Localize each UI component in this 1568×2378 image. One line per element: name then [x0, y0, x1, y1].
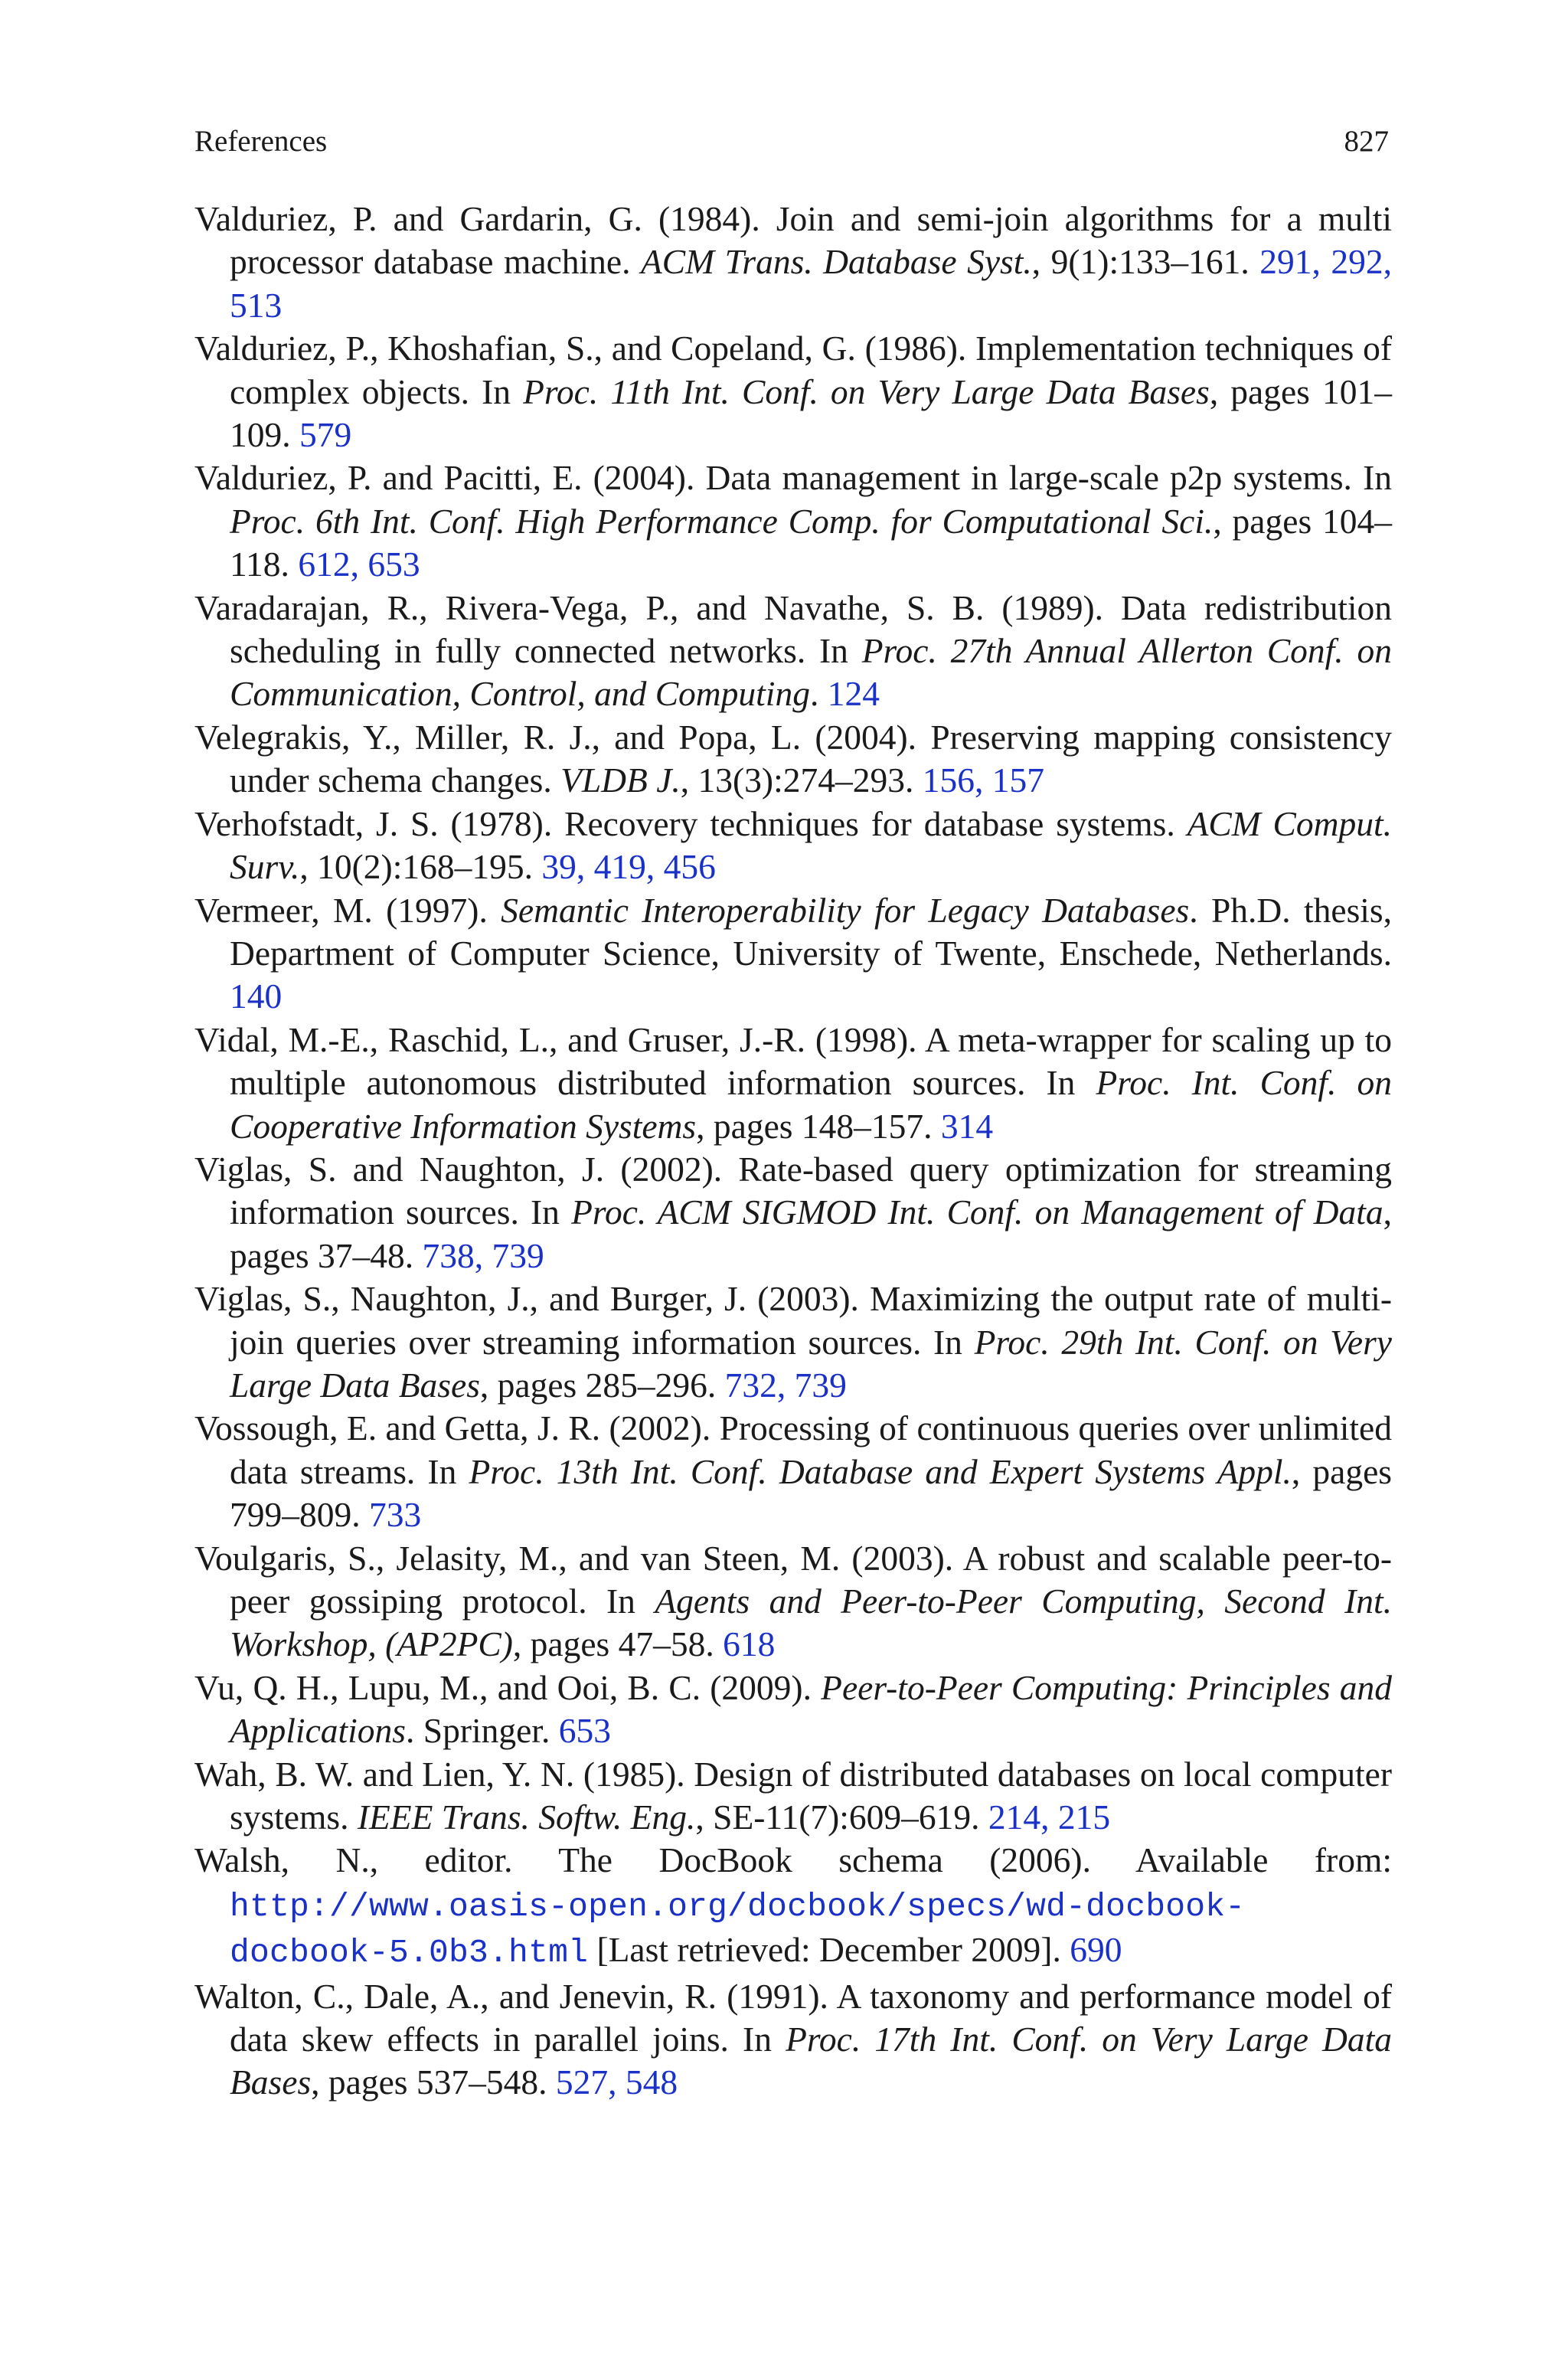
reference-text: , 10(2):168–195. — [299, 847, 542, 887]
page-backref-link[interactable]: 733 — [369, 1495, 422, 1535]
reference-text: , pages 148–157. — [696, 1106, 941, 1146]
reference-venue: VLDB J. — [560, 761, 681, 800]
page-backref-link[interactable]: 291, 292, 513 — [230, 242, 1392, 325]
reference-venue: ACM Comput. Surv. — [230, 803, 1392, 887]
reference-venue: Semantic Interoperability for Legacy Databases — [501, 890, 1190, 930]
reference-venue: Proc. 11th Int. Conf. on Very Large Data Bases — [523, 371, 1210, 411]
reference-text: Vidal, M.-E., Raschid, L., and Gruser, J.-R. (1998). A meta-wrapper for scaling up to multiple autonomous distributed information sources. In — [194, 1019, 1392, 1103]
reference-text: , pages 47–58. — [512, 1624, 724, 1664]
reference-entry — [194, 1753, 1392, 1840]
reference-venue: Proc. ACM SIGMOD Int. Conf. on Management of Data — [571, 1192, 1383, 1232]
page-backref-link[interactable]: 214, 215 — [988, 1797, 1111, 1837]
page-backref-link[interactable]: 156, 157 — [922, 761, 1044, 800]
reference-entry — [194, 327, 1392, 456]
reference-text: , pages 799–809. — [230, 1451, 1392, 1535]
reference-venue: Proc. 27th Annual Allerton Conf. on Communication, Control, and Computing — [230, 631, 1392, 714]
reference-text: Valduriez, P. and Pacitti, E. (2004). Data management in large-scale p2p systems. In — [194, 458, 1392, 498]
reference-entry — [194, 1975, 1392, 2105]
reference-entry — [194, 1277, 1392, 1407]
reference-text: Velegrakis, Y., Miller, R. J., and Popa, L. (2004). Preserving mapping consistency under schema changes. — [194, 717, 1392, 800]
reference-text: Vermeer, M. (1997). — [194, 890, 501, 930]
reference-entry — [194, 889, 1392, 1019]
reference-text: Walsh, N., editor. The DocBook schema (2006). Available from: — [194, 1840, 1392, 1880]
reference-entry — [194, 1537, 1392, 1667]
reference-text: Viglas, S., Naughton, J., and Burger, J. (2003). Maximizing the output rate of multi-join queries over streaming information sources. In — [194, 1279, 1392, 1362]
reference-venue: Proc. 6th Int. Conf. High Performance Comp. for Computational Sci. — [230, 501, 1214, 541]
page-backref-link[interactable]: 124 — [827, 674, 880, 714]
running-head — [194, 123, 1389, 161]
reference-venue: Proc. 17th Int. Conf. on Very Large Data Bases — [230, 2020, 1393, 2102]
reference-text: , pages 285–296. — [479, 1365, 725, 1405]
reference-venue: Peer-to-Peer Computing: Principles and Applications — [230, 1667, 1392, 1751]
reference-text: . — [809, 674, 828, 714]
reference-entry — [194, 1839, 1392, 1974]
reference-entry — [194, 1148, 1392, 1277]
reference-venue: Agents and Peer-to-Peer Computing, Second Int. Workshop, (AP2PC) — [230, 1582, 1392, 1664]
reference-text: Vossough, E. and Getta, J. R. (2002). Processing of continuous queries over unlimited data streams. In — [194, 1408, 1392, 1491]
reference-list — [194, 198, 1392, 2105]
page-backref-link[interactable]: 527, 548 — [555, 2062, 678, 2102]
reference-text: Verhofstadt, J. S. (1978). Recovery techniques for database systems. — [194, 803, 1187, 843]
reference-venue: Proc. 29th Int. Conf. on Very Large Data Bases — [230, 1322, 1392, 1405]
page-backref-link[interactable]: 618 — [723, 1624, 776, 1664]
page-backref-link[interactable]: 314 — [940, 1106, 994, 1146]
reference-venue: Proc. Int. Conf. on Cooperative Information Systems — [230, 1063, 1392, 1146]
reference-text: [Last retrieved: December 2009]. — [588, 1930, 1070, 1970]
reference-text: Walton, C., Dale, A., and Jenevin, R. (1991). A taxonomy and performance model of data skew effects in parallel joins. In — [194, 1976, 1392, 2059]
reference-entry — [194, 803, 1392, 889]
reference-text: , pages 101–109. — [230, 371, 1392, 455]
reference-venue: IEEE Trans. Softw. Eng. — [357, 1797, 696, 1837]
reference-text: , 13(3):274–293. — [680, 761, 923, 800]
reference-entry — [194, 1407, 1392, 1536]
reference-text: Viglas, S. and Naughton, J. (2002). Rate-based query optimization for streaming information sources. In — [194, 1149, 1392, 1232]
reference-venue: ACM Trans. Database Syst. — [641, 242, 1032, 282]
page-backref-link[interactable]: 612, 653 — [298, 545, 420, 584]
reference-text: Vu, Q. H., Lupu, M., and Ooi, B. C. (2009). — [194, 1667, 822, 1707]
reference-text: , pages 537–548. — [311, 2062, 556, 2102]
page-backref-link[interactable]: 690 — [1070, 1930, 1122, 1970]
page-backref-link[interactable]: 738, 739 — [422, 1235, 544, 1275]
reference-text: , SE-11(7):609–619. — [695, 1797, 988, 1837]
reference-text: Varadarajan, R., Rivera-Vega, P., and Navathe, S. B. (1989). Data redistribution scheduling in fully connected networks. In — [194, 587, 1392, 671]
reference-text: . Ph.D. thesis, Department of Computer Science, University of Twente, Enschede, Netherlands. — [230, 890, 1392, 973]
reference-entry — [194, 716, 1392, 803]
url-link[interactable]: http://www.oasis-open.org/docbook/specs/wd-docbook-docbook-5.0b3.html — [230, 1887, 1246, 1972]
reference-entry — [194, 1019, 1392, 1148]
reference-text: , 9(1):133–161. — [1031, 242, 1260, 282]
reference-venue: Proc. 13th Int. Conf. Database and Expert Systems Appl. — [469, 1451, 1292, 1491]
reference-entry — [194, 587, 1392, 716]
reference-text: Voulgaris, S., Jelasity, M., and van Steen, M. (2003). A robust and scalable peer-to-peer gossiping protocol. In — [194, 1538, 1392, 1621]
page-backref-link[interactable]: 653 — [558, 1711, 611, 1751]
page-backref-link[interactable]: 140 — [230, 976, 283, 1016]
reference-entry — [194, 1667, 1392, 1753]
reference-entry — [194, 456, 1392, 586]
running-head-title: References — [194, 125, 328, 158]
reference-text: Valduriez, P., Khoshafian, S., and Copeland, G. (1986). Implementation techniques of complex objects. In — [194, 329, 1392, 411]
reference-text: . Springer. — [406, 1711, 559, 1751]
page-number: 827 — [1344, 125, 1389, 158]
reference-entry — [194, 198, 1392, 327]
reference-text: , pages 104–118. — [230, 501, 1392, 584]
reference-text: Wah, B. W. and Lien, Y. N. (1985). Design of distributed databases on local computer systems. — [194, 1754, 1392, 1837]
page-backref-link[interactable]: 39, 419, 456 — [541, 847, 716, 887]
page-backref-link[interactable]: 579 — [299, 415, 352, 455]
reference-text: , pages 37–48. — [230, 1192, 1393, 1275]
reference-text: Valduriez, P. and Gardarin, G. (1984). Join and semi-join algorithms for a multi processor database machine. — [194, 199, 1392, 282]
page-backref-link[interactable]: 732, 739 — [724, 1365, 847, 1405]
